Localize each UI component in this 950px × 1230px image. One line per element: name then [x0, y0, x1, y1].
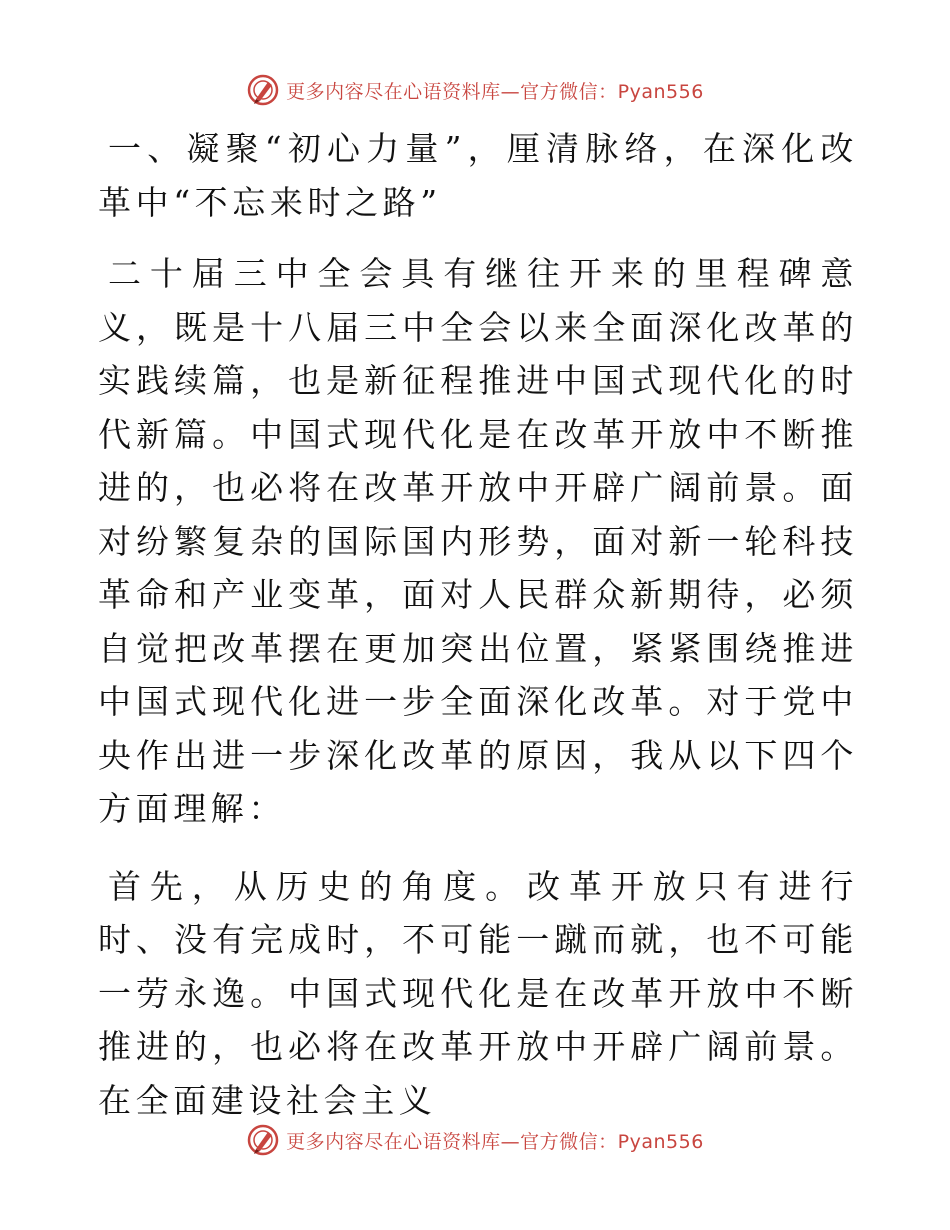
pen-logo-icon [246, 1123, 280, 1157]
watermark-text: 更多内容尽在心语资料库—官方微信：Pyan556 [286, 1130, 704, 1153]
header-watermark [0, 70, 950, 110]
section-heading: 一、凝聚“初心力量”，厘清脉络，在深化改革中“不忘来时之路” [98, 129, 858, 222]
paragraph-1: 二十届三中全会具有继往开来的里程碑意义，既是十八届三中全会以来全面深化改革的实践续篇，也是新征程推进中国式现代化的时代新篇。中国式现代化是在改革开放中不断推进的，也必将在改革开放中开辟广阔前景。面对纷繁复杂的国际国内形势，面对新一轮科技革命和产业变革，面对人民群众新期待，必须自觉把改革摆在更加突出位置，紧紧围绕推进中国式现代化进一步全面深化改革。对于党中央作出进一步深化改革的原因，我从以下四个方面理解： [98, 254, 858, 828]
document-body [98, 122, 858, 1151]
footer-watermark [0, 1120, 950, 1160]
pen-logo-icon [246, 73, 280, 107]
watermark-text: 更多内容尽在心语资料库—官方微信：Pyan556 [286, 80, 704, 103]
paragraph-2: 首先，从历史的角度。改革开放只有进行时、没有完成时，不可能一蹴而就，也不可能一劳永逸。中国式现代化是在改革开放中不断推进的，也必将在改革开放中开辟广阔前景。在全面建设社会主义 [98, 866, 858, 1120]
